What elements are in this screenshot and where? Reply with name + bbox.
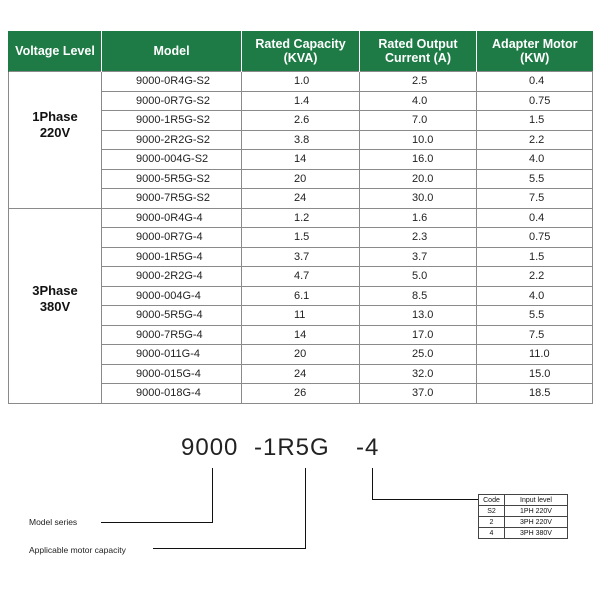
current-cell: 32.0	[360, 364, 477, 384]
current-cell: 5.0	[360, 267, 477, 287]
current-cell: 7.0	[360, 111, 477, 131]
model-cell: 9000-018G-4	[102, 384, 242, 404]
voltage-group-cell	[9, 208, 102, 403]
current-cell: 25.0	[360, 345, 477, 365]
header-adapter-motor: Adapter Motor (KW)	[477, 31, 593, 72]
model-cell: 9000-2R2G-S2	[102, 130, 242, 150]
series-connector-vertical	[212, 468, 213, 523]
capacity-cell: 4.7	[242, 267, 360, 287]
input-level-cell: 3PH 220V	[505, 517, 568, 528]
code-cell: S2	[479, 506, 505, 517]
input-connector-vertical	[372, 468, 373, 500]
capacity-connector-vertical	[305, 468, 306, 549]
model-cell: 9000-0R4G-4	[102, 208, 242, 228]
code-capacity-part: -1R5G	[254, 434, 330, 461]
capacity-cell: 24	[242, 189, 360, 209]
motor-cell: 18.5	[477, 384, 593, 404]
capacity-cell: 26	[242, 384, 360, 404]
current-cell: 8.5	[360, 286, 477, 306]
motor-cell: 1.5	[477, 247, 593, 267]
model-cell: 9000-7R5G-4	[102, 325, 242, 345]
current-cell: 16.0	[360, 150, 477, 170]
table-row	[9, 72, 593, 92]
motor-cell: 0.4	[477, 72, 593, 92]
capacity-cell: 2.6	[242, 111, 360, 131]
current-cell: 37.0	[360, 384, 477, 404]
motor-cell: 0.75	[477, 91, 593, 111]
motor-cell: 11.0	[477, 345, 593, 365]
table-body	[9, 72, 593, 404]
current-cell: 2.3	[360, 228, 477, 248]
model-cell: 9000-004G-S2	[102, 150, 242, 170]
input-level-header: Input level	[505, 495, 568, 506]
motor-cell: 2.2	[477, 267, 593, 287]
motor-cell: 15.0	[477, 364, 593, 384]
voltage-group-label: 3Phase 380V	[32, 282, 78, 314]
model-cell: 9000-0R7G-4	[102, 228, 242, 248]
current-cell: 1.6	[360, 208, 477, 228]
motor-capacity-label: Applicable motor capacity	[29, 545, 126, 555]
current-cell: 4.0	[360, 91, 477, 111]
model-cell: 9000-7R5G-S2	[102, 189, 242, 209]
code-series-part: 9000	[181, 434, 239, 461]
code-header: Code	[479, 495, 505, 506]
voltage-group-cell	[9, 72, 102, 209]
current-cell: 20.0	[360, 169, 477, 189]
capacity-cell: 24	[242, 364, 360, 384]
model-cell: 9000-0R7G-S2	[102, 91, 242, 111]
model-cell: 9000-5R5G-S2	[102, 169, 242, 189]
motor-cell: 0.4	[477, 208, 593, 228]
motor-cell: 4.0	[477, 150, 593, 170]
code-cell: 2	[479, 517, 505, 528]
current-cell: 2.5	[360, 72, 477, 92]
capacity-cell: 6.1	[242, 286, 360, 306]
model-cell: 9000-0R4G-S2	[102, 72, 242, 92]
motor-cell: 7.5	[477, 325, 593, 345]
motor-cell: 7.5	[477, 189, 593, 209]
table-header-row	[9, 31, 593, 72]
header-voltage-level: Voltage Level	[9, 31, 102, 72]
current-cell: 17.0	[360, 325, 477, 345]
input-level-code-table	[478, 494, 568, 539]
motor-cell: 0.75	[477, 228, 593, 248]
table-row	[9, 208, 593, 228]
motor-cell: 1.5	[477, 111, 593, 131]
capacity-connector-horizontal	[153, 548, 306, 549]
series-connector-horizontal	[101, 522, 213, 523]
model-cell: 9000-1R5G-4	[102, 247, 242, 267]
motor-cell: 4.0	[477, 286, 593, 306]
header-rated-output-current: Rated Output Current (A)	[360, 31, 477, 72]
code-table-body	[479, 506, 568, 539]
motor-cell: 5.5	[477, 169, 593, 189]
model-cell: 9000-015G-4	[102, 364, 242, 384]
input-level-cell: 3PH 380V	[505, 528, 568, 539]
capacity-cell: 14	[242, 325, 360, 345]
code-table-header-row	[479, 495, 568, 506]
model-cell: 9000-004G-4	[102, 286, 242, 306]
current-cell: 30.0	[360, 189, 477, 209]
code-table-row	[479, 517, 568, 528]
input-connector-horizontal	[372, 499, 479, 500]
capacity-cell: 3.8	[242, 130, 360, 150]
capacity-cell: 20	[242, 345, 360, 365]
model-series-label: Model series	[29, 517, 78, 527]
model-cell: 9000-2R2G-4	[102, 267, 242, 287]
input-level-cell: 1PH 220V	[505, 506, 568, 517]
capacity-cell: 1.0	[242, 72, 360, 92]
code-table-row	[479, 528, 568, 539]
header-rated-capacity: Rated Capacity (KVA)	[242, 31, 360, 72]
code-input-part: -4	[356, 434, 380, 461]
motor-cell: 5.5	[477, 306, 593, 326]
model-cell: 9000-1R5G-S2	[102, 111, 242, 131]
model-cell: 9000-5R5G-4	[102, 306, 242, 326]
header-model: Model	[102, 31, 242, 72]
current-cell: 10.0	[360, 130, 477, 150]
voltage-group-label: 1Phase 220V	[32, 108, 78, 140]
current-cell: 3.7	[360, 247, 477, 267]
spec-table	[8, 31, 593, 404]
capacity-cell: 1.2	[242, 208, 360, 228]
current-cell: 13.0	[360, 306, 477, 326]
capacity-cell: 3.7	[242, 247, 360, 267]
capacity-cell: 1.4	[242, 91, 360, 111]
model-cell: 9000-011G-4	[102, 345, 242, 365]
capacity-cell: 1.5	[242, 228, 360, 248]
capacity-cell: 11	[242, 306, 360, 326]
capacity-cell: 14	[242, 150, 360, 170]
code-table-row	[479, 506, 568, 517]
capacity-cell: 20	[242, 169, 360, 189]
motor-cell: 2.2	[477, 130, 593, 150]
code-cell: 4	[479, 528, 505, 539]
